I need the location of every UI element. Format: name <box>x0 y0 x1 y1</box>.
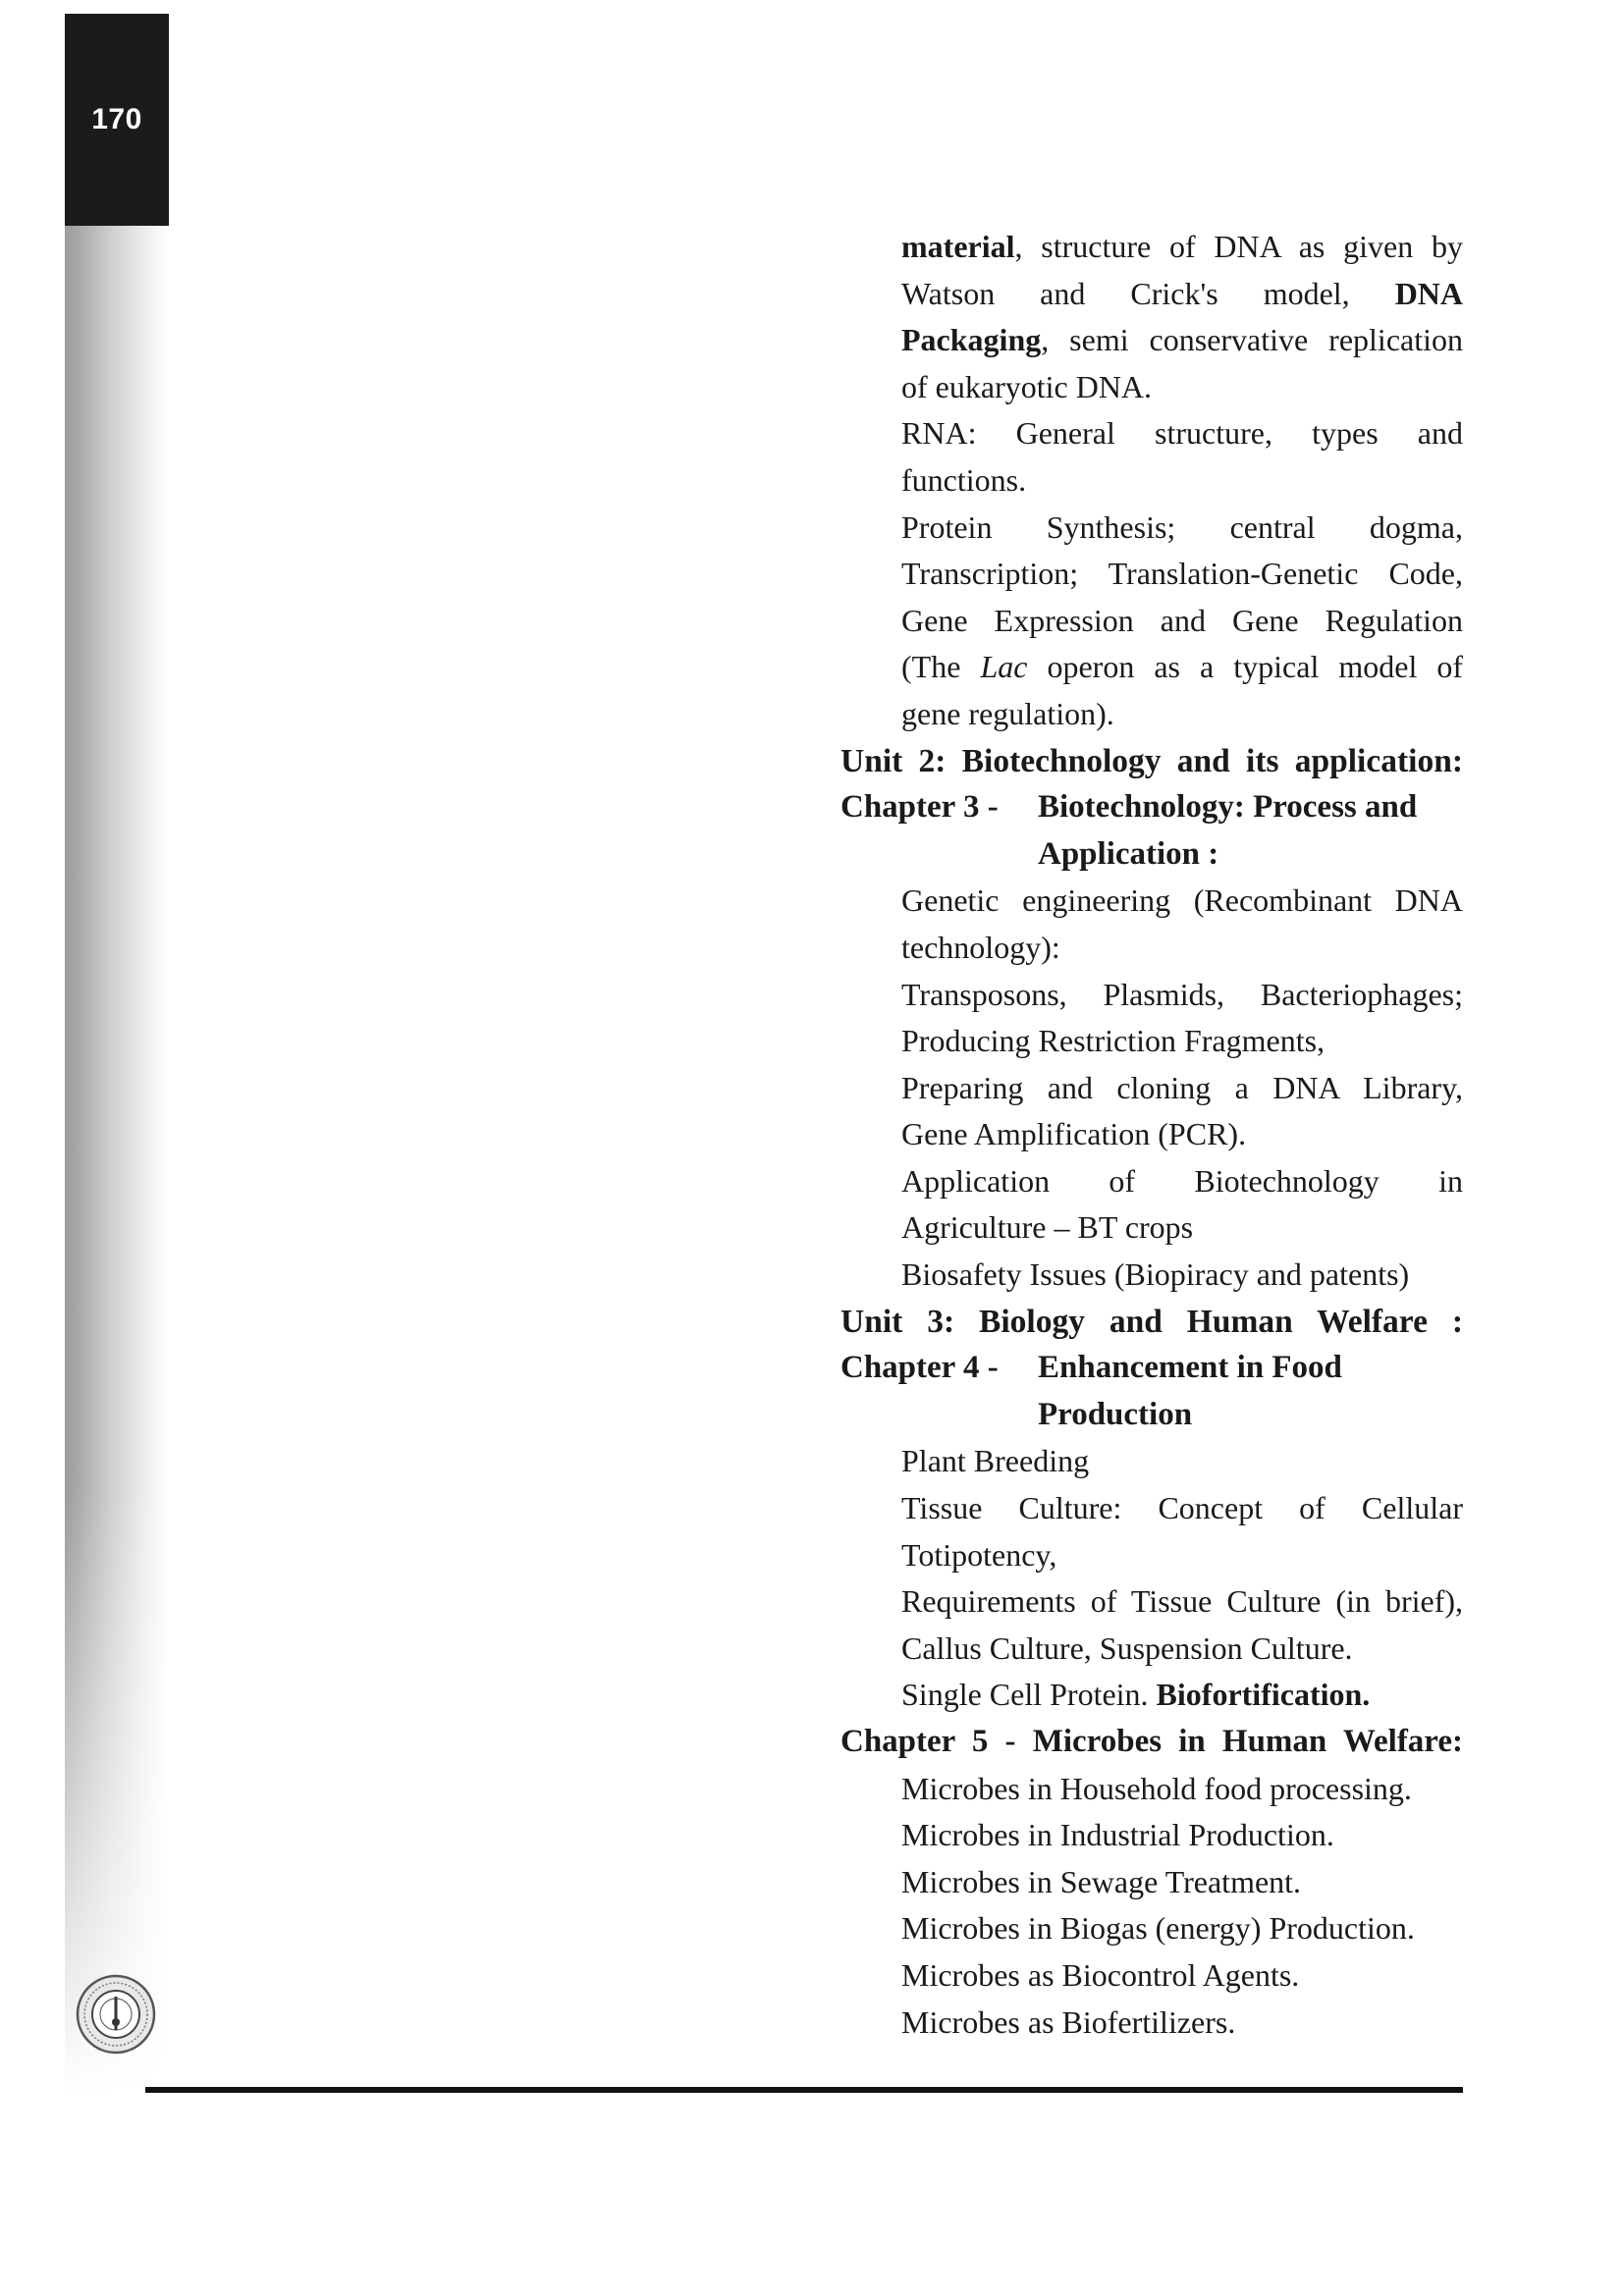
text-line: Tissue Culture: Concept of Cellular <box>901 1490 1463 1526</box>
page-number: 170 <box>91 103 142 135</box>
text-line: Biosafety Issues (Biopiracy and patents) <box>901 1256 1410 1293</box>
text-line: Single Cell Protein. Biofortification. <box>901 1677 1371 1713</box>
chapter-heading: Chapter 5 - Microbes in Human Welfare: <box>840 1724 1463 1759</box>
text-line: Microbes in Sewage Treatment. <box>901 1863 1302 1899</box>
text-line: Plant Breeding <box>901 1443 1090 1479</box>
circular-seal-emblem-icon <box>75 1973 157 2056</box>
text-line: Microbes in Household food processing. <box>901 1770 1412 1806</box>
text-line: RNA: General structure, types and <box>901 415 1463 452</box>
text-line: Transposons, Plasmids, Bacteriophages; <box>901 976 1463 1012</box>
text-line: of eukaryotic DNA. <box>901 368 1153 404</box>
text-line: Watson and Crick's model, DNA <box>901 275 1464 311</box>
text-line: Agriculture – BT crops <box>901 1209 1194 1246</box>
text-line: Gene Expression and Gene Regulation <box>901 602 1463 638</box>
syllabus-text <box>840 224 1463 2046</box>
chapter-heading: Chapter 4 - Enhancement in Food <box>840 1350 1342 1386</box>
text-line: Totipotency, <box>901 1536 1057 1573</box>
chapter-heading: Chapter 3 - Biotechnology: Process and <box>840 789 1418 826</box>
text-line: gene regulation). <box>901 695 1114 731</box>
text-line: Callus Culture, Suspension Culture. <box>901 1629 1353 1666</box>
chapter-heading-cont: Application : <box>1038 835 1219 872</box>
text-line: Requirements of Tissue Culture (in brief), <box>901 1583 1463 1620</box>
page-number-tab <box>65 14 169 226</box>
footer-rule <box>145 2087 1463 2093</box>
text-line: Microbes in Biogas (energy) Production. <box>901 1910 1415 1947</box>
text-line: Transcription; Translation-Genetic Code, <box>901 556 1463 592</box>
text-line: material, structure of DNA as given by <box>901 229 1463 264</box>
text-line: Microbes in Industrial Production. <box>901 1817 1334 1853</box>
side-margin-strip <box>65 14 169 2095</box>
text-line: functions. <box>901 461 1027 498</box>
unit-heading: Unit 3: Biology and Human Welfare : <box>840 1303 1463 1340</box>
text-line: Microbes as Biocontrol Agents. <box>901 1956 1300 1993</box>
text-line: Gene Amplification (PCR). <box>901 1116 1247 1152</box>
text-line: Microbes as Biofertilizers. <box>901 2003 1236 2040</box>
text-line: technology): <box>901 929 1060 965</box>
chapter-heading-cont: Production <box>1038 1396 1193 1432</box>
text-line: (The Lac operon as a typical model of <box>901 649 1464 685</box>
text-line: Producing Restriction Fragments, <box>901 1023 1325 1059</box>
text-line: Genetic engineering (Recombinant DNA <box>901 882 1463 919</box>
unit-heading: Unit 2: Biotechnology and its application: <box>840 742 1463 779</box>
text-line: Application of Biotechnology in <box>901 1162 1463 1199</box>
text-line: Protein Synthesis; central dogma, <box>901 508 1463 545</box>
text-line: Packaging, semi conservative replication <box>901 322 1463 358</box>
text-line: Preparing and cloning a DNA Library, <box>901 1069 1463 1105</box>
